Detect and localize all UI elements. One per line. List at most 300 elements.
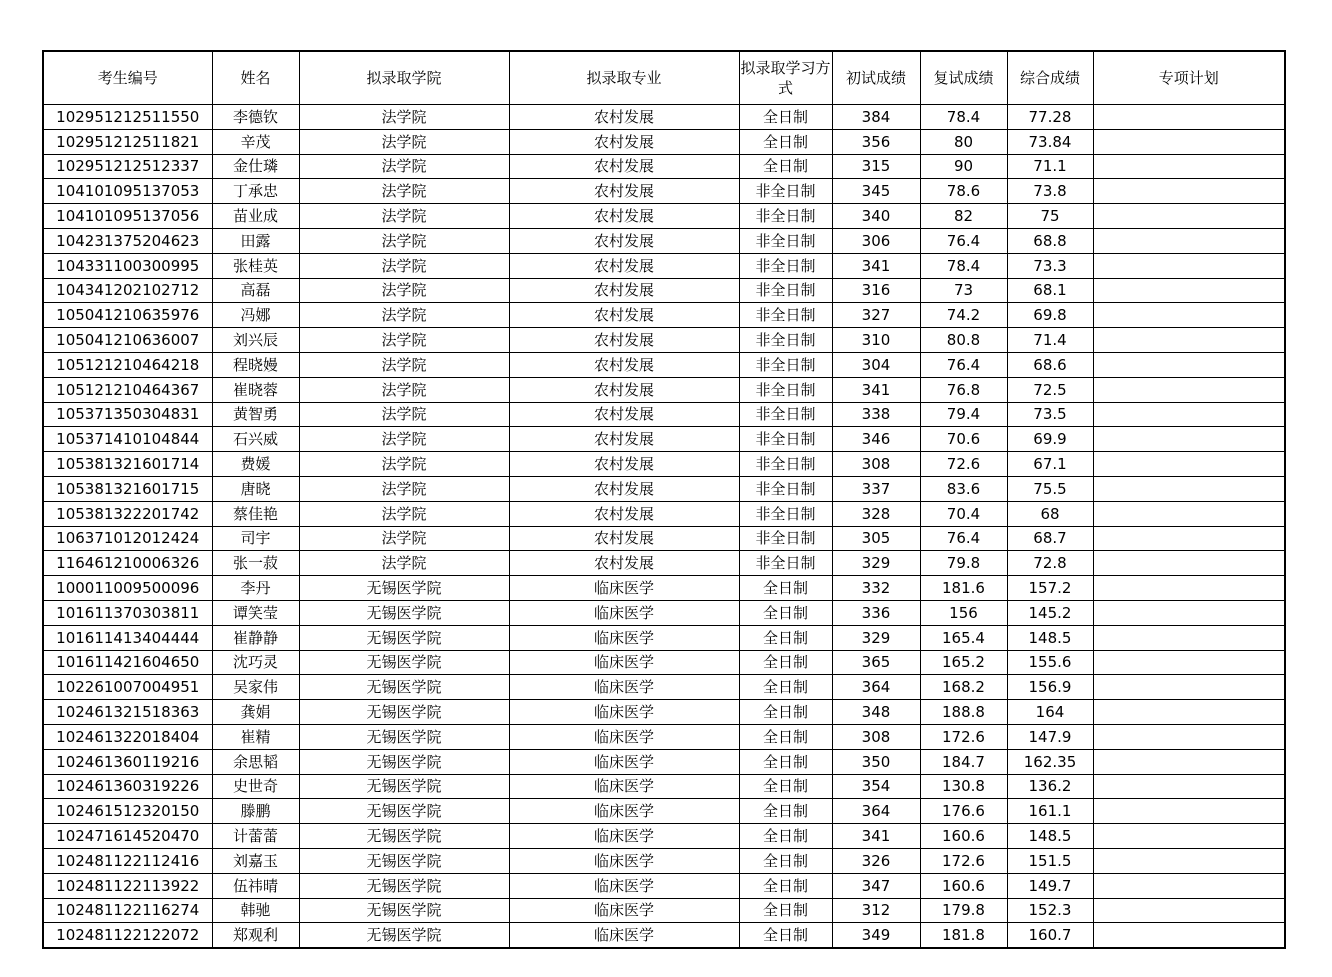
cell-study-mode: 非全日制 — [739, 204, 832, 229]
cell-major: 农村发展 — [509, 328, 739, 353]
cell-total-score: 164 — [1007, 700, 1093, 725]
cell-college: 法学院 — [299, 179, 509, 204]
cell-retest-score: 79.8 — [920, 551, 1007, 576]
cell-special-plan — [1093, 179, 1285, 204]
cell-name: 李丹 — [212, 576, 299, 601]
cell-major: 农村发展 — [509, 204, 739, 229]
cell-retest-score: 172.6 — [920, 724, 1007, 749]
cell-college: 法学院 — [299, 129, 509, 154]
cell-special-plan — [1093, 650, 1285, 675]
cell-special-plan — [1093, 824, 1285, 849]
header-row — [43, 51, 1285, 105]
cell-major: 临床医学 — [509, 576, 739, 601]
cell-special-plan — [1093, 848, 1285, 873]
cell-initial-score: 349 — [832, 923, 920, 948]
cell-name: 沈巧灵 — [212, 650, 299, 675]
cell-major: 农村发展 — [509, 154, 739, 179]
cell-total-score: 75 — [1007, 204, 1093, 229]
cell-initial-score: 347 — [832, 873, 920, 898]
cell-exam-id: 102481122113922 — [43, 873, 212, 898]
cell-exam-id: 105381322201742 — [43, 501, 212, 526]
cell-college: 法学院 — [299, 402, 509, 427]
cell-retest-score: 70.6 — [920, 427, 1007, 452]
cell-study-mode: 全日制 — [739, 675, 832, 700]
cell-name: 辛茂 — [212, 129, 299, 154]
cell-major: 农村发展 — [509, 352, 739, 377]
cell-study-mode: 非全日制 — [739, 228, 832, 253]
cell-initial-score: 328 — [832, 501, 920, 526]
cell-major: 临床医学 — [509, 724, 739, 749]
cell-special-plan — [1093, 898, 1285, 923]
cell-exam-id: 104101095137053 — [43, 179, 212, 204]
cell-name: 金仕璘 — [212, 154, 299, 179]
cell-retest-score: 76.4 — [920, 352, 1007, 377]
cell-major: 临床医学 — [509, 625, 739, 650]
cell-college: 法学院 — [299, 427, 509, 452]
cell-special-plan — [1093, 303, 1285, 328]
cell-retest-score: 70.4 — [920, 501, 1007, 526]
cell-exam-id: 101611413404444 — [43, 625, 212, 650]
cell-exam-id: 105121210464367 — [43, 377, 212, 402]
cell-college: 无锡医学院 — [299, 848, 509, 873]
table-row — [43, 774, 1285, 799]
cell-name: 蔡佳艳 — [212, 501, 299, 526]
header-retest-score: 复试成绩 — [920, 51, 1007, 105]
cell-retest-score: 165.2 — [920, 650, 1007, 675]
cell-major: 农村发展 — [509, 377, 739, 402]
cell-special-plan — [1093, 576, 1285, 601]
cell-college: 无锡医学院 — [299, 898, 509, 923]
admission-table — [42, 50, 1286, 949]
table-row — [43, 625, 1285, 650]
cell-college: 法学院 — [299, 352, 509, 377]
table-row — [43, 749, 1285, 774]
header-total-score: 综合成绩 — [1007, 51, 1093, 105]
table-row — [43, 551, 1285, 576]
cell-initial-score: 364 — [832, 799, 920, 824]
cell-college: 无锡医学院 — [299, 650, 509, 675]
cell-initial-score: 336 — [832, 600, 920, 625]
cell-retest-score: 168.2 — [920, 675, 1007, 700]
cell-study-mode: 全日制 — [739, 774, 832, 799]
cell-retest-score: 160.6 — [920, 873, 1007, 898]
cell-retest-score: 80 — [920, 129, 1007, 154]
cell-major: 农村发展 — [509, 105, 739, 130]
cell-name: 张一菽 — [212, 551, 299, 576]
table-row — [43, 675, 1285, 700]
cell-retest-score: 188.8 — [920, 700, 1007, 725]
cell-total-score: 71.4 — [1007, 328, 1093, 353]
cell-initial-score: 306 — [832, 228, 920, 253]
cell-special-plan — [1093, 352, 1285, 377]
cell-study-mode: 全日制 — [739, 154, 832, 179]
table-row — [43, 576, 1285, 601]
cell-college: 法学院 — [299, 526, 509, 551]
cell-exam-id: 102461322018404 — [43, 724, 212, 749]
cell-special-plan — [1093, 204, 1285, 229]
cell-name: 程晓嫚 — [212, 352, 299, 377]
cell-major: 农村发展 — [509, 551, 739, 576]
cell-special-plan — [1093, 774, 1285, 799]
cell-study-mode: 非全日制 — [739, 352, 832, 377]
cell-initial-score: 327 — [832, 303, 920, 328]
cell-exam-id: 105371350304831 — [43, 402, 212, 427]
cell-total-score: 149.7 — [1007, 873, 1093, 898]
cell-special-plan — [1093, 476, 1285, 501]
cell-study-mode: 非全日制 — [739, 551, 832, 576]
cell-total-score: 161.1 — [1007, 799, 1093, 824]
cell-college: 法学院 — [299, 253, 509, 278]
cell-exam-id: 104231375204623 — [43, 228, 212, 253]
cell-total-score: 69.9 — [1007, 427, 1093, 452]
cell-total-score: 151.5 — [1007, 848, 1093, 873]
cell-study-mode: 非全日制 — [739, 179, 832, 204]
cell-total-score: 147.9 — [1007, 724, 1093, 749]
cell-exam-id: 102461512320150 — [43, 799, 212, 824]
cell-major: 临床医学 — [509, 700, 739, 725]
cell-exam-id: 116461210006326 — [43, 551, 212, 576]
cell-major: 农村发展 — [509, 452, 739, 477]
cell-total-score: 69.8 — [1007, 303, 1093, 328]
cell-major: 农村发展 — [509, 228, 739, 253]
cell-total-score: 71.1 — [1007, 154, 1093, 179]
cell-retest-score: 179.8 — [920, 898, 1007, 923]
table-row — [43, 700, 1285, 725]
cell-retest-score: 165.4 — [920, 625, 1007, 650]
cell-total-score: 68.6 — [1007, 352, 1093, 377]
cell-college: 法学院 — [299, 228, 509, 253]
cell-retest-score: 76.4 — [920, 228, 1007, 253]
cell-initial-score: 337 — [832, 476, 920, 501]
cell-major: 农村发展 — [509, 501, 739, 526]
cell-name: 崔精 — [212, 724, 299, 749]
table-row — [43, 452, 1285, 477]
cell-total-score: 160.7 — [1007, 923, 1093, 948]
cell-college: 法学院 — [299, 377, 509, 402]
cell-retest-score: 130.8 — [920, 774, 1007, 799]
cell-study-mode: 全日制 — [739, 799, 832, 824]
cell-initial-score: 340 — [832, 204, 920, 229]
cell-initial-score: 348 — [832, 700, 920, 725]
cell-special-plan — [1093, 526, 1285, 551]
cell-total-score: 75.5 — [1007, 476, 1093, 501]
cell-total-score: 73.3 — [1007, 253, 1093, 278]
cell-exam-id: 102461360119216 — [43, 749, 212, 774]
cell-name: 高磊 — [212, 278, 299, 303]
cell-name: 郑观利 — [212, 923, 299, 948]
cell-major: 农村发展 — [509, 253, 739, 278]
cell-special-plan — [1093, 328, 1285, 353]
cell-initial-score: 308 — [832, 452, 920, 477]
cell-study-mode: 非全日制 — [739, 278, 832, 303]
cell-retest-score: 78.6 — [920, 179, 1007, 204]
header-special-plan: 专项计划 — [1093, 51, 1285, 105]
cell-study-mode: 全日制 — [739, 576, 832, 601]
cell-exam-id: 104331100300995 — [43, 253, 212, 278]
cell-name: 余思韬 — [212, 749, 299, 774]
cell-exam-id: 101611421604650 — [43, 650, 212, 675]
cell-special-plan — [1093, 873, 1285, 898]
table-row — [43, 105, 1285, 130]
cell-exam-id: 100011009500096 — [43, 576, 212, 601]
cell-college: 无锡医学院 — [299, 625, 509, 650]
cell-study-mode: 全日制 — [739, 749, 832, 774]
cell-major: 临床医学 — [509, 873, 739, 898]
cell-exam-id: 102481122112416 — [43, 848, 212, 873]
cell-study-mode: 非全日制 — [739, 501, 832, 526]
table-row — [43, 352, 1285, 377]
cell-special-plan — [1093, 799, 1285, 824]
cell-major: 临床医学 — [509, 749, 739, 774]
cell-special-plan — [1093, 278, 1285, 303]
cell-retest-score: 156 — [920, 600, 1007, 625]
cell-major: 农村发展 — [509, 278, 739, 303]
cell-retest-score: 73 — [920, 278, 1007, 303]
cell-retest-score: 76.8 — [920, 377, 1007, 402]
cell-study-mode: 全日制 — [739, 105, 832, 130]
cell-name: 伍祎晴 — [212, 873, 299, 898]
cell-total-score: 136.2 — [1007, 774, 1093, 799]
cell-initial-score: 365 — [832, 650, 920, 675]
cell-college: 法学院 — [299, 105, 509, 130]
cell-name: 刘兴辰 — [212, 328, 299, 353]
cell-name: 韩驰 — [212, 898, 299, 923]
cell-study-mode: 全日制 — [739, 129, 832, 154]
cell-study-mode: 全日制 — [739, 700, 832, 725]
cell-initial-score: 364 — [832, 675, 920, 700]
cell-special-plan — [1093, 402, 1285, 427]
cell-special-plan — [1093, 253, 1285, 278]
cell-initial-score: 304 — [832, 352, 920, 377]
cell-initial-score: 315 — [832, 154, 920, 179]
cell-special-plan — [1093, 700, 1285, 725]
cell-initial-score: 345 — [832, 179, 920, 204]
cell-total-score: 152.3 — [1007, 898, 1093, 923]
cell-exam-id: 105381321601715 — [43, 476, 212, 501]
cell-college: 无锡医学院 — [299, 774, 509, 799]
cell-special-plan — [1093, 129, 1285, 154]
table-row — [43, 526, 1285, 551]
cell-college: 无锡医学院 — [299, 675, 509, 700]
table-row — [43, 848, 1285, 873]
table-row — [43, 898, 1285, 923]
cell-name: 龚娟 — [212, 700, 299, 725]
cell-total-score: 68 — [1007, 501, 1093, 526]
cell-special-plan — [1093, 228, 1285, 253]
cell-college: 法学院 — [299, 452, 509, 477]
cell-retest-score: 72.6 — [920, 452, 1007, 477]
header-initial-score: 初试成绩 — [832, 51, 920, 105]
cell-total-score: 162.35 — [1007, 749, 1093, 774]
cell-total-score: 67.1 — [1007, 452, 1093, 477]
cell-name: 黄智勇 — [212, 402, 299, 427]
cell-exam-id: 102481122116274 — [43, 898, 212, 923]
cell-study-mode: 全日制 — [739, 824, 832, 849]
cell-total-score: 73.8 — [1007, 179, 1093, 204]
cell-major: 临床医学 — [509, 675, 739, 700]
cell-name: 张桂英 — [212, 253, 299, 278]
cell-special-plan — [1093, 105, 1285, 130]
cell-initial-score: 305 — [832, 526, 920, 551]
table-row — [43, 402, 1285, 427]
cell-total-score: 157.2 — [1007, 576, 1093, 601]
table-row — [43, 799, 1285, 824]
table-row — [43, 204, 1285, 229]
cell-initial-score: 312 — [832, 898, 920, 923]
cell-name: 谭笑莹 — [212, 600, 299, 625]
cell-study-mode: 全日制 — [739, 600, 832, 625]
cell-college: 法学院 — [299, 501, 509, 526]
cell-exam-id: 101611370303811 — [43, 600, 212, 625]
cell-exam-id: 104341202102712 — [43, 278, 212, 303]
cell-retest-score: 181.8 — [920, 923, 1007, 948]
cell-study-mode: 全日制 — [739, 625, 832, 650]
cell-initial-score: 346 — [832, 427, 920, 452]
cell-special-plan — [1093, 625, 1285, 650]
cell-initial-score: 384 — [832, 105, 920, 130]
table-row — [43, 600, 1285, 625]
cell-initial-score: 341 — [832, 824, 920, 849]
cell-study-mode: 全日制 — [739, 724, 832, 749]
cell-major: 农村发展 — [509, 526, 739, 551]
cell-special-plan — [1093, 154, 1285, 179]
cell-special-plan — [1093, 923, 1285, 948]
table-row — [43, 278, 1285, 303]
table-row — [43, 476, 1285, 501]
table-row — [43, 129, 1285, 154]
cell-retest-score: 78.4 — [920, 105, 1007, 130]
cell-name: 田露 — [212, 228, 299, 253]
header-exam-id: 考生编号 — [43, 51, 212, 105]
cell-name: 崔晓蓉 — [212, 377, 299, 402]
cell-special-plan — [1093, 501, 1285, 526]
cell-study-mode: 全日制 — [739, 650, 832, 675]
table-row — [43, 724, 1285, 749]
cell-special-plan — [1093, 377, 1285, 402]
cell-retest-score: 160.6 — [920, 824, 1007, 849]
cell-name: 费媛 — [212, 452, 299, 477]
cell-college: 无锡医学院 — [299, 724, 509, 749]
cell-major: 临床医学 — [509, 848, 739, 873]
cell-total-score: 156.9 — [1007, 675, 1093, 700]
cell-exam-id: 102481122122072 — [43, 923, 212, 948]
cell-college: 法学院 — [299, 303, 509, 328]
table-row — [43, 328, 1285, 353]
cell-exam-id: 104101095137056 — [43, 204, 212, 229]
cell-exam-id: 105381321601714 — [43, 452, 212, 477]
cell-college: 法学院 — [299, 204, 509, 229]
cell-study-mode: 全日制 — [739, 848, 832, 873]
cell-total-score: 73.84 — [1007, 129, 1093, 154]
cell-initial-score: 308 — [832, 724, 920, 749]
cell-retest-score: 80.8 — [920, 328, 1007, 353]
cell-study-mode: 全日制 — [739, 898, 832, 923]
cell-initial-score: 350 — [832, 749, 920, 774]
cell-total-score: 72.8 — [1007, 551, 1093, 576]
cell-major: 临床医学 — [509, 898, 739, 923]
cell-college: 法学院 — [299, 476, 509, 501]
cell-name: 崔静静 — [212, 625, 299, 650]
cell-retest-score: 176.6 — [920, 799, 1007, 824]
cell-major: 农村发展 — [509, 179, 739, 204]
cell-college: 无锡医学院 — [299, 576, 509, 601]
cell-initial-score: 329 — [832, 551, 920, 576]
cell-retest-score: 79.4 — [920, 402, 1007, 427]
header-major: 拟录取专业 — [509, 51, 739, 105]
cell-exam-id: 102461360319226 — [43, 774, 212, 799]
cell-initial-score: 356 — [832, 129, 920, 154]
cell-retest-score: 90 — [920, 154, 1007, 179]
cell-name: 冯娜 — [212, 303, 299, 328]
cell-study-mode: 非全日制 — [739, 377, 832, 402]
cell-study-mode: 全日制 — [739, 923, 832, 948]
cell-study-mode: 非全日制 — [739, 476, 832, 501]
cell-total-score: 72.5 — [1007, 377, 1093, 402]
cell-college: 无锡医学院 — [299, 923, 509, 948]
cell-name: 石兴威 — [212, 427, 299, 452]
table-row — [43, 154, 1285, 179]
cell-major: 临床医学 — [509, 799, 739, 824]
cell-special-plan — [1093, 600, 1285, 625]
cell-name: 丁承忠 — [212, 179, 299, 204]
cell-study-mode: 非全日制 — [739, 427, 832, 452]
cell-college: 无锡医学院 — [299, 749, 509, 774]
cell-initial-score: 326 — [832, 848, 920, 873]
cell-study-mode: 非全日制 — [739, 402, 832, 427]
cell-initial-score: 338 — [832, 402, 920, 427]
cell-retest-score: 181.6 — [920, 576, 1007, 601]
cell-retest-score: 76.4 — [920, 526, 1007, 551]
cell-total-score: 155.6 — [1007, 650, 1093, 675]
cell-major: 临床医学 — [509, 774, 739, 799]
cell-retest-score: 74.2 — [920, 303, 1007, 328]
cell-total-score: 77.28 — [1007, 105, 1093, 130]
cell-exam-id: 102471614520470 — [43, 824, 212, 849]
cell-college: 无锡医学院 — [299, 799, 509, 824]
cell-exam-id: 105041210636007 — [43, 328, 212, 353]
cell-special-plan — [1093, 675, 1285, 700]
cell-study-mode: 非全日制 — [739, 452, 832, 477]
table-row — [43, 873, 1285, 898]
cell-special-plan — [1093, 724, 1285, 749]
cell-name: 唐晓 — [212, 476, 299, 501]
cell-name: 史世奇 — [212, 774, 299, 799]
cell-initial-score: 310 — [832, 328, 920, 353]
cell-special-plan — [1093, 749, 1285, 774]
cell-name: 苗业成 — [212, 204, 299, 229]
table-row — [43, 427, 1285, 452]
cell-major: 农村发展 — [509, 427, 739, 452]
table-row — [43, 303, 1285, 328]
cell-study-mode: 全日制 — [739, 873, 832, 898]
cell-major: 临床医学 — [509, 650, 739, 675]
cell-initial-score: 354 — [832, 774, 920, 799]
table-row — [43, 923, 1285, 948]
table-row — [43, 824, 1285, 849]
cell-total-score: 68.8 — [1007, 228, 1093, 253]
cell-major: 临床医学 — [509, 600, 739, 625]
cell-college: 无锡医学院 — [299, 873, 509, 898]
cell-college: 法学院 — [299, 551, 509, 576]
cell-exam-id: 105121210464218 — [43, 352, 212, 377]
cell-college: 法学院 — [299, 278, 509, 303]
cell-exam-id: 105041210635976 — [43, 303, 212, 328]
cell-total-score: 68.7 — [1007, 526, 1093, 551]
cell-major: 临床医学 — [509, 824, 739, 849]
cell-major: 农村发展 — [509, 402, 739, 427]
cell-special-plan — [1093, 427, 1285, 452]
cell-total-score: 73.5 — [1007, 402, 1093, 427]
